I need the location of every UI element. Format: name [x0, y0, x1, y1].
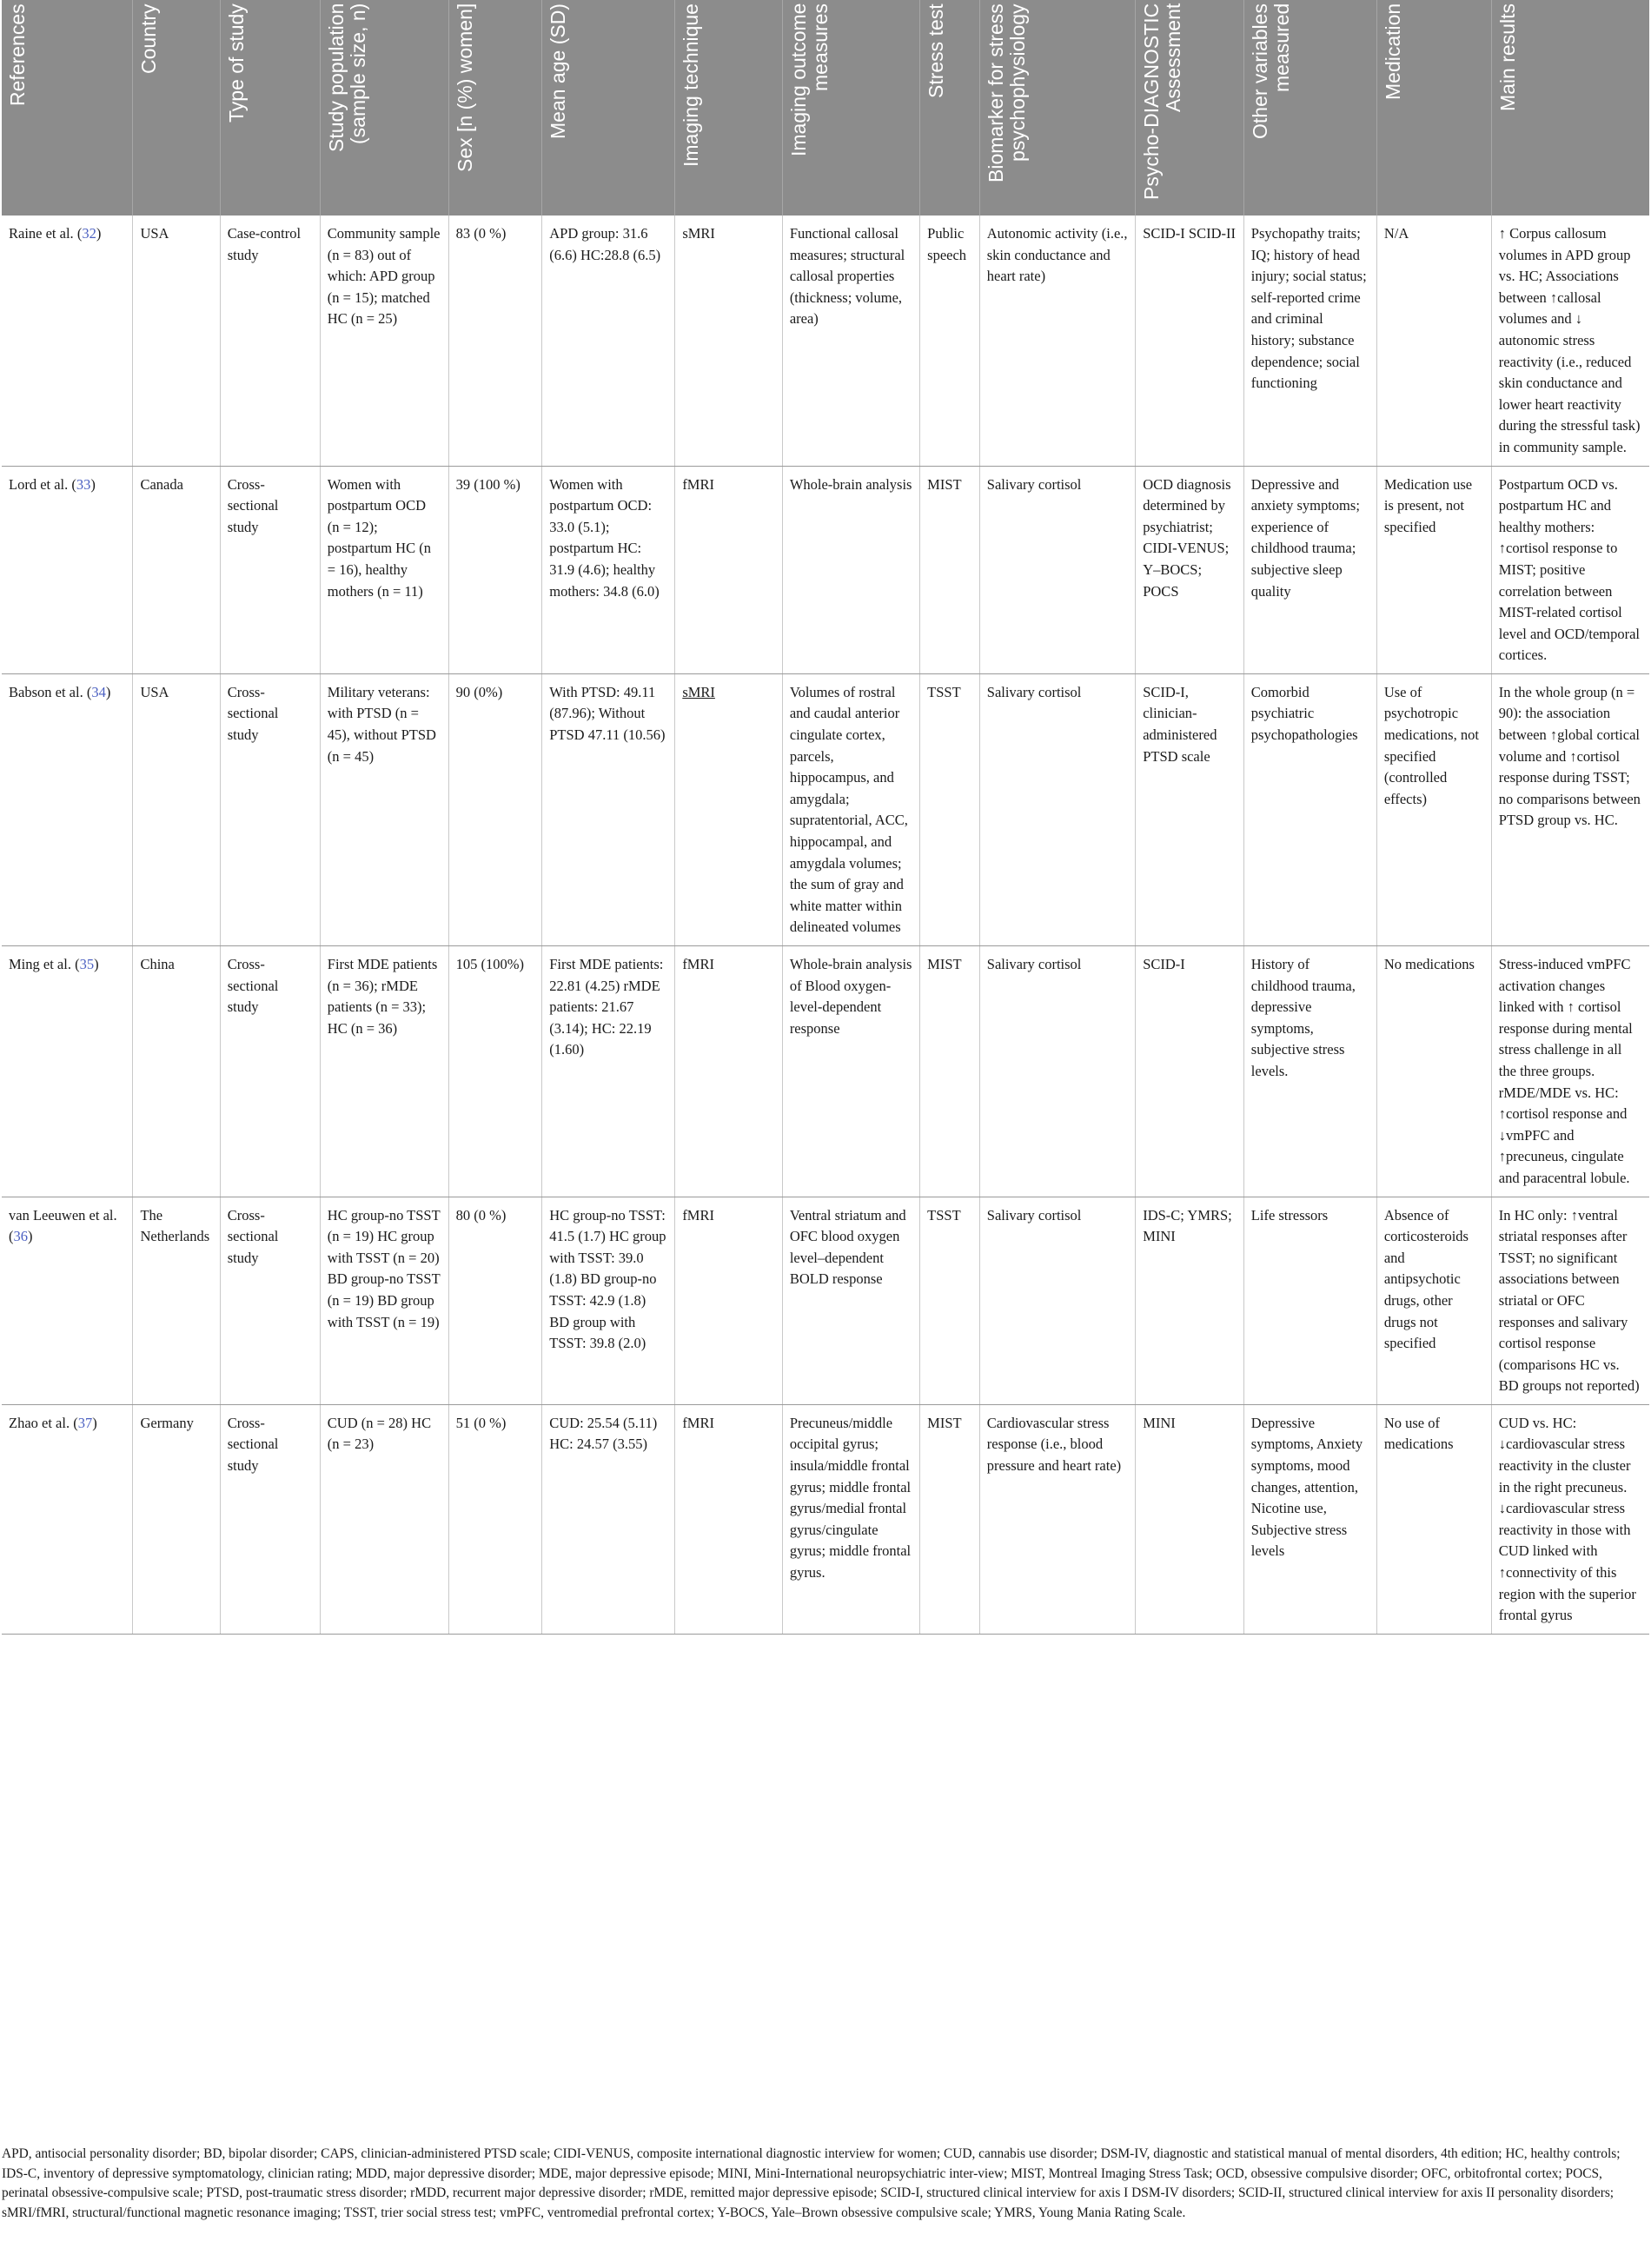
column-header-biomarker: Biomarker for stress psychophysiology: [979, 0, 1135, 216]
cell-sex: 39 (100 %): [448, 466, 542, 673]
cell-type: Cross-sectional study: [220, 673, 320, 945]
table-row: [2, 673, 1649, 945]
table-row: [2, 1404, 1649, 1634]
cell-country: China: [133, 946, 220, 1197]
cell-medication: No use of medications: [1376, 1404, 1491, 1634]
cell-biomarker: Salivary cortisol: [979, 946, 1135, 1197]
cell-type: Cross-sectional study: [220, 466, 320, 673]
cell-outcome: Volumes of rostral and caudal anterior cingulate cortex, parcels, hippocampus, and amygdala; supratentorial, ACC, hippocampal, and amygdala volumes; the sum of gray and white matter within delineated volumes: [782, 673, 919, 945]
table-row: [2, 466, 1649, 673]
cell-age: First MDE patients: 22.81 (4.25) rMDE patients: 21.67 (3.14); HC: 22.19 (1.60): [542, 946, 675, 1197]
cell-outcome: Functional callosal measures; structural callosal properties (thickness; volume, area): [782, 216, 919, 466]
cell-assessment: MINI: [1136, 1404, 1244, 1634]
cell-population: Community sample (n = 83) out of which: APD group (n = 15); matched HC (n = 25): [320, 216, 448, 466]
column-header-country: Country: [133, 0, 220, 216]
table-row: [2, 946, 1649, 1197]
cell-outcome: Ventral striatum and OFC blood oxygen level–dependent BOLD response: [782, 1197, 919, 1404]
cell-reference: van Leeuwen et al. (36): [2, 1197, 133, 1404]
cell-other: History of childhood trauma, depressive symptoms, subjective stress levels.: [1243, 946, 1376, 1197]
cell-biomarker: Salivary cortisol: [979, 673, 1135, 945]
cell-other: Comorbid psychiatric psychopathologies: [1243, 673, 1376, 945]
column-header-sex: Sex [n (%) women]: [448, 0, 542, 216]
cell-population: First MDE patients (n = 36); rMDE patients (n = 33); HC (n = 36): [320, 946, 448, 1197]
column-header-stress-test: Stress test: [920, 0, 980, 216]
cell-reference: Lord et al. (33): [2, 466, 133, 673]
cell-age: Women with postpartum OCD: 33.0 (5.1); postpartum HC: 31.9 (4.6); healthy mothers: 34.8 (6.0): [542, 466, 675, 673]
cell-medication: N/A: [1376, 216, 1491, 466]
citation-link[interactable]: 37: [77, 1414, 93, 1431]
column-header-study-population: Study population (sample size, n): [320, 0, 448, 216]
cell-outcome: Whole-brain analysis: [782, 466, 919, 673]
cell-population: Military veterans: with PTSD (n = 45), without PTSD (n = 45): [320, 673, 448, 945]
cell-sex: 51 (0 %): [448, 1404, 542, 1634]
cell-other: Psychopathy traits; IQ; history of head injury; social status; self-reported crime and criminal history; substance dependence; social functioning: [1243, 216, 1376, 466]
table-footnote: APD, antisocial personality disorder; BD, bipolar disorder; CAPS, clinician-administered PTSD scale; CIDI-VENUS, composite international diagnostic interview for women; CUD, cannabis use disorder; DSM-IV, diagnostic and statistical manual of mental disorders, 4th edition; HC, healthy controls; IDS-C, inventory of depressive symptomatology, clinician rating; MDD, major depressive disorder; MDE, major depressive episode; MINI, Mini-International neuropsychiatric inter-view; MIST, Montreal Imaging Stress Task; OCD, obsessive compulsive disorder; OFC, orbitofrontal cortex; POCS, perinatal obsessive-compulsive scale; PTSD, post-traumatic stress disorder; rMDD, recurrent major depressive disorder; rMDE, remitted major depressive episode; SCID-I, structured clinical interview for axis I DSM-IV disorders; SCID-II, structured clinical interview for axis II personality disorders; sMRI/fMRI, structural/functional magnetic resonance imaging; TSST, trier social stress test; vmPFC, ventromedial prefrontal cortex; Y-BOCS, Yale–Brown obsessive compulsive scale; YMRS, Young Mania Rating Scale.: [2, 2146, 1621, 2220]
cell-type: Cross-sectional study: [220, 1404, 320, 1634]
cell-results: ↑ Corpus callosum volumes in APD group vs. HC; Associations between ↑callosal volumes and ↓ autonomic stress reactivity (i.e., reduced skin conductance and lower heart reactivity during the stressful task) in community sample.: [1491, 216, 1649, 466]
cell-assessment: SCID-I SCID-II: [1136, 216, 1244, 466]
cell-biomarker: Autonomic activity (i.e., skin conductance and heart rate): [979, 216, 1135, 466]
cell-results: CUD vs. HC: ↓cardiovascular stress reactivity in the cluster in the right precuneus. ↓cardiovascular stress reactivity in those with CUD linked with ↑connectivity of this region with the superior frontal gyrus: [1491, 1404, 1649, 1634]
cell-assessment: IDS-C; YMRS; MINI: [1136, 1197, 1244, 1404]
cell-population: HC group-no TSST (n = 19) HC group with TSST (n = 20) BD group-no TSST (n = 19) BD group with TSST (n = 19): [320, 1197, 448, 1404]
cell-medication: Use of psychotropic medications, not specified (controlled effects): [1376, 673, 1491, 945]
header-row: [2, 0, 1649, 216]
cell-sex: 90 (0%): [448, 673, 542, 945]
cell-outcome: Precuneus/middle occipital gyrus; insula/middle frontal gyrus; middle frontal gyrus/medial frontal gyrus/cingulate gyrus; middle frontal gyrus.: [782, 1404, 919, 1634]
cell-country: Canada: [133, 466, 220, 673]
cell-medication: Absence of corticosteroids and antipsychotic drugs, other drugs not specified: [1376, 1197, 1491, 1404]
cell-imaging: fMRI: [675, 466, 783, 673]
cell-population: CUD (n = 28) HC (n = 23): [320, 1404, 448, 1634]
cell-age: APD group: 31.6 (6.6) HC:28.8 (6.5): [542, 216, 675, 466]
cell-imaging: sMRI: [675, 216, 783, 466]
table-row: [2, 1197, 1649, 1404]
cell-sex: 105 (100%): [448, 946, 542, 1197]
cell-imaging: sMRI: [675, 673, 783, 945]
column-header-psychodiagnostic: Psycho-DIAGNOSTIC Assessment: [1136, 0, 1244, 216]
cell-type: Case-control study: [220, 216, 320, 466]
cell-reference: Zhao et al. (37): [2, 1404, 133, 1634]
cell-sex: 80 (0 %): [448, 1197, 542, 1404]
cell-stress-test: MIST: [920, 946, 980, 1197]
cell-outcome: Whole-brain analysis of Blood oxygen-level-dependent response: [782, 946, 919, 1197]
column-header-medication: Medication: [1376, 0, 1491, 216]
cell-biomarker: Salivary cortisol: [979, 466, 1135, 673]
column-header-mean-age: Mean age (SD): [542, 0, 675, 216]
citation-link[interactable]: 36: [13, 1228, 28, 1245]
citation-link[interactable]: 33: [76, 475, 91, 493]
cell-stress-test: MIST: [920, 1404, 980, 1634]
cell-age: CUD: 25.54 (5.11) HC: 24.57 (3.55): [542, 1404, 675, 1634]
cell-age: HC group-no TSST: 41.5 (1.7) HC group with TSST: 39.0 (1.8) BD group-no TSST: 42.9 (1.8) BD group with TSST: 39.8 (2.0): [542, 1197, 675, 1404]
cell-stress-test: TSST: [920, 673, 980, 945]
column-header-other-variables: Other variables measured: [1243, 0, 1376, 216]
cell-other: Life stressors: [1243, 1197, 1376, 1404]
cell-age: With PTSD: 49.11 (87.96); Without PTSD 47.11 (10.56): [542, 673, 675, 945]
cell-country: USA: [133, 216, 220, 466]
citation-link[interactable]: 35: [79, 956, 95, 972]
cell-reference: Babson et al. (34): [2, 673, 133, 945]
cell-results: In the whole group (n = 90): the association between ↑global cortical volume and ↑cortisol response during TSST; no comparisons between PTSD group vs. HC.: [1491, 673, 1649, 945]
cell-country: The Netherlands: [133, 1197, 220, 1404]
cell-medication: No medications: [1376, 946, 1491, 1197]
cell-stress-test: MIST: [920, 466, 980, 673]
cell-results: In HC only: ↑ventral striatal responses after TSST; no significant associations between striatal or OFC responses and salivary cortisol response (comparisons HC vs. BD groups not reported): [1491, 1197, 1649, 1404]
cell-results: Postpartum OCD vs. postpartum HC and healthy mothers: ↑cortisol response to MIST; positive correlation between MIST-related cortisol level and OCD/temporal cortices.: [1491, 466, 1649, 673]
cell-other: Depressive symptoms, Anxiety symptoms, mood changes, attention, Nicotine use, Subjective stress levels: [1243, 1404, 1376, 1634]
column-header-imaging-technique: Imaging technique: [675, 0, 783, 216]
column-header-type-of-study: Type of study: [220, 0, 320, 216]
citation-link[interactable]: 32: [82, 225, 96, 242]
citation-link[interactable]: 34: [91, 683, 106, 700]
cell-medication: Medication use is present, not specified: [1376, 466, 1491, 673]
cell-assessment: OCD diagnosis determined by psychiatrist; CIDI-VENUS; Y–BOCS; POCS: [1136, 466, 1244, 673]
column-header-main-results: Main results: [1491, 0, 1649, 216]
cell-type: Cross-sectional study: [220, 946, 320, 1197]
column-header-imaging-outcome: Imaging outcome measures: [782, 0, 919, 216]
column-header-references: References: [2, 0, 133, 216]
cell-imaging: fMRI: [675, 946, 783, 1197]
cell-assessment: SCID-I: [1136, 946, 1244, 1197]
cell-population: Women with postpartum OCD (n = 12); postpartum HC (n = 16), healthy mothers (n = 11): [320, 466, 448, 673]
table-row: [2, 216, 1649, 466]
cell-sex: 83 (0 %): [448, 216, 542, 466]
cell-imaging: fMRI: [675, 1197, 783, 1404]
cell-biomarker: Salivary cortisol: [979, 1197, 1135, 1404]
cell-country: Germany: [133, 1404, 220, 1634]
cell-country: USA: [133, 673, 220, 945]
cell-results: Stress-induced vmPFC activation changes linked with ↑ cortisol response during mental stress challenge in all the three groups. rMDE/MDE vs. HC: ↑cortisol response and ↓vmPFC and ↑precuneus, cingulate and paracentral lobule.: [1491, 946, 1649, 1197]
cell-type: Cross-sectional study: [220, 1197, 320, 1404]
studies-table: [2, 0, 1649, 1635]
cell-assessment: SCID-I, clinician-administered PTSD scale: [1136, 673, 1244, 945]
cell-biomarker: Cardiovascular stress response (i.e., blood pressure and heart rate): [979, 1404, 1135, 1634]
cell-imaging: fMRI: [675, 1404, 783, 1634]
cell-other: Depressive and anxiety symptoms; experience of childhood trauma; subjective sleep quality: [1243, 466, 1376, 673]
cell-stress-test: TSST: [920, 1197, 980, 1404]
cell-reference: Raine et al. (32): [2, 216, 133, 466]
cell-stress-test: Public speech: [920, 216, 980, 466]
cell-reference: Ming et al. (35): [2, 946, 133, 1197]
